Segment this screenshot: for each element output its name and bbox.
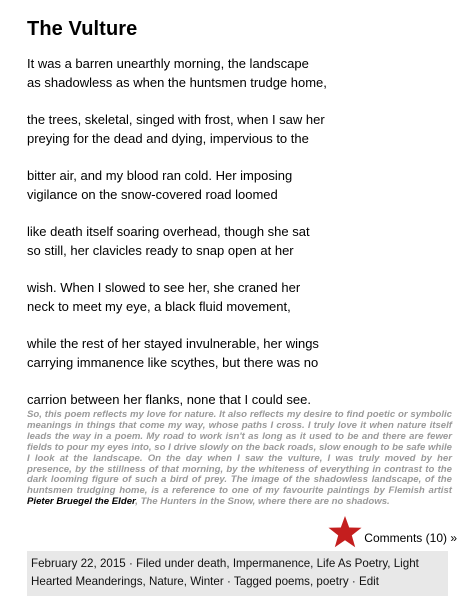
poem-line: neck to meet my eye, a black fluid movement,	[27, 299, 291, 314]
stanza	[27, 54, 457, 92]
painter-name: Pieter Bruegel the Elder	[27, 496, 136, 508]
meta-separator: ·	[351, 575, 356, 588]
stanza	[27, 166, 457, 204]
poem-line: the trees, skeletal, singed with frost, when I saw her	[27, 112, 325, 127]
poem-body	[27, 54, 457, 427]
post-date: February 22, 2015	[31, 557, 126, 570]
category-link-death[interactable]: death	[197, 557, 227, 570]
commentary-text: , The Hunters in the Snow, where there are no shadows.	[135, 496, 390, 508]
star-icon	[328, 515, 362, 549]
poem-line: vigilance on the snow-covered road loomed	[27, 187, 278, 202]
poem-line: bitter air, and my blood ran cold. Her imposing	[27, 168, 293, 183]
stanza	[27, 222, 457, 260]
tag-link-poetry[interactable]: poetry	[316, 575, 349, 588]
post-meta: February 22, 2015 · Filed under death, Impermanence, Life As Poetry, Light Hearted Meanderings, Nature, Winter · Tagged poems, poetry · Edit	[27, 551, 448, 596]
comments-link[interactable]: Comments (10) »	[364, 531, 457, 545]
stanza	[27, 390, 457, 409]
poem-line: like death itself soaring overhead, though she sat	[27, 224, 310, 239]
category-link-life-as-poetry[interactable]: Life As Poetry	[316, 557, 388, 570]
category-link-light-hearted-meanderings[interactable]: Light Hearted Meanderings	[31, 557, 419, 588]
stanza	[27, 278, 457, 316]
stanza	[27, 110, 457, 148]
category-link-impermanence[interactable]: Impermanence	[232, 557, 311, 570]
post-title: The Vulture	[27, 18, 138, 40]
poem-line: as shadowless as when the huntsmen trudge home,	[27, 75, 327, 90]
comments-area	[328, 515, 457, 545]
meta-separator: ·	[128, 557, 133, 570]
poem-line: It was a barren unearthly morning, the landscape	[27, 56, 309, 71]
poem-line: preying for the dead and dying, impervious to the	[27, 131, 309, 146]
commentary-text: So, this poem reflects my love for nature. It also reflects my desire to find poetic or symbolic meanings in things that come my way, whose paths I cross. I truly love it when nature itself leads the way in a poem. My road to work isn't as long as it used to be and there are fewer fields to pour my eyes into, so I drive slowly on the back roads, slow enough to be safe while I look at the landscape. On the day when I saw the vulture, I was truly moved by her presence, by the stillness of that morning, by the whiteness of everything in contrast to the dark looming figure of such a bird of prey. The image of the shadowless landscape, of the huntsmen trudging home, is a reference to one of my favourite paintings by Flemish artist	[27, 409, 452, 497]
tagged-label: Tagged	[233, 575, 272, 588]
edit-link[interactable]: Edit	[358, 575, 379, 588]
poem-line: wish. When I slowed to see her, she craned her	[27, 280, 301, 295]
poem-line: so still, her clavicles ready to snap open at her	[27, 243, 294, 258]
meta-separator: ·	[226, 575, 231, 588]
author-commentary	[27, 410, 452, 508]
filed-under-label: Filed under	[136, 557, 195, 570]
stanza	[27, 334, 457, 372]
poem-line: carrying immanence like scythes, but there was no	[27, 355, 319, 370]
category-link-nature[interactable]: Nature	[148, 575, 184, 588]
poem-line: carrion between her flanks, none that I could see.	[27, 392, 312, 407]
category-link-winter[interactable]: Winter	[190, 575, 224, 588]
poem-line: while the rest of her stayed invulnerable, her wings	[27, 336, 319, 351]
tag-link-poems[interactable]: poems	[275, 575, 310, 588]
